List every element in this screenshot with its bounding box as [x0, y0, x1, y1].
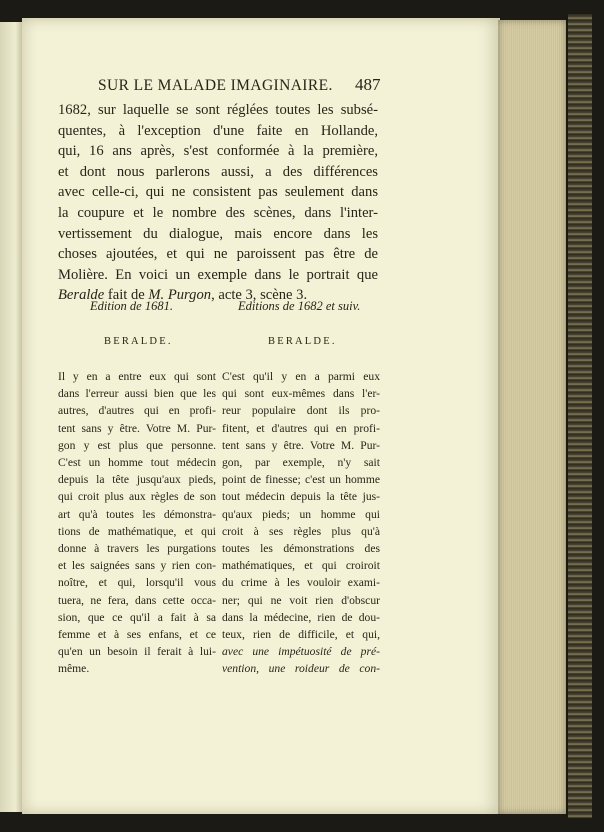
- left-column-text: [58, 368, 216, 678]
- left-speaker-name: BERALDE.: [104, 336, 173, 347]
- left-line: femme et à ses enfans, et ce: [58, 628, 216, 642]
- body-line: 1682, sur laquelle se sont réglées toutes les subsé-: [58, 102, 378, 118]
- right-column-text: [222, 368, 380, 678]
- body-line: Molière. En voici un exemple dans le portrait que: [58, 266, 378, 283]
- body-line: qui, 16 ans après, s'est conformée à la première,: [58, 143, 378, 160]
- left-line: depuis la tête jusqu'aux pieds,: [58, 473, 216, 487]
- left-line: qu'en un besoin il ferait à lui-: [58, 645, 216, 659]
- right-line: tout médecin depuis la tête jus-: [222, 490, 380, 504]
- right-line: tent sans y être. Votre M. Pur-: [222, 438, 380, 452]
- running-head: SUR LE MALADE IMAGINAIRE.: [98, 77, 333, 94]
- left-line: dans l'erreur aussi bien que les: [58, 387, 216, 401]
- left-line: art qu'à toutes les démonstra-: [58, 507, 216, 521]
- right-line: qu'aux pieds; un homme qui: [222, 507, 380, 521]
- body-fragment: fait de: [104, 287, 149, 304]
- name-beralde: Beralde: [58, 287, 105, 304]
- right-line: dans la médecine, rien de dou-: [222, 610, 380, 624]
- body-line: vertissement du dialogue, mais encore dans les: [58, 225, 378, 242]
- right-line: fitent, et d'autres qui en profi-: [222, 421, 380, 435]
- left-line: tuera, ne fera, dans cette occa-: [58, 593, 216, 607]
- body-line: et dont nous parlerons aussi, a des différences: [58, 163, 378, 180]
- book-spine-binding: [566, 14, 592, 818]
- left-column-heading: Edition de 1681.: [90, 299, 173, 313]
- right-line: qui sont eux-mêmes dans l'er-: [222, 387, 380, 401]
- right-line: point de finesse; c'est un homme: [222, 473, 380, 487]
- left-line: donne à travers les purgations: [58, 542, 216, 556]
- body-fragment: , acte 3, scène 3.: [211, 287, 308, 304]
- body-line: avec celle-ci, qui ne consistent pas seulement dans: [58, 184, 378, 201]
- body-line: choses ajoutées, et qui ne paroissent pas être de: [58, 246, 378, 263]
- left-line: Il y en a entre eux qui sont: [58, 370, 216, 383]
- left-line: tions de mathématique, et qui: [58, 524, 216, 538]
- left-line: même.: [58, 662, 90, 676]
- right-line: avec une impétuosité de pré-: [222, 645, 380, 659]
- body-line: quentes, à l'exception d'une faite en Hollande,: [58, 122, 378, 139]
- body-line: la coupure et le nombre des scènes, dans l'inter-: [58, 204, 378, 221]
- right-line: mathématiques, et qui croiroit: [222, 559, 380, 573]
- right-line: croit à ses règles plus qu'à: [222, 524, 380, 538]
- page-block-edge: [498, 20, 566, 814]
- right-line: C'est qu'il y en a parmi eux: [222, 370, 380, 383]
- right-line: vention, une roideur de con-: [222, 662, 380, 676]
- left-line: sion, que ce qu'il a fait à sa: [58, 610, 216, 624]
- right-line: teux, rien de difficile, et qui,: [222, 628, 380, 642]
- left-line: noître, et qui, lorsqu'il vous: [58, 576, 216, 590]
- left-line: gon y est plus que personne.: [58, 438, 216, 452]
- left-line: C'est un homme tout médecin: [58, 456, 216, 470]
- right-line: gon, par exemple, n'y sait: [222, 456, 380, 470]
- right-column-heading: Editions de 1682 et suiv.: [238, 299, 361, 313]
- left-line: et les saignées sans y rien con-: [58, 559, 216, 573]
- page-number: 487: [355, 75, 381, 94]
- facing-page-edge: [0, 22, 22, 812]
- right-speaker-name: BERALDE.: [268, 336, 337, 347]
- left-line: tent sans y être. Votre M. Pur-: [58, 421, 216, 435]
- right-line: toutes les démonstrations des: [222, 542, 380, 556]
- left-line: autres, d'autres qui en profi-: [58, 404, 216, 418]
- right-line: du crime à les vouloir exami-: [222, 576, 380, 590]
- right-line: reur populaire dont ils pro-: [222, 404, 380, 418]
- name-purgon: M. Purgon: [148, 287, 212, 304]
- left-line: qui croit plus aux règles de son: [58, 490, 216, 504]
- right-line: ner; qui ne voit rien d'obscur: [222, 593, 380, 607]
- body-paragraph: [58, 100, 378, 306]
